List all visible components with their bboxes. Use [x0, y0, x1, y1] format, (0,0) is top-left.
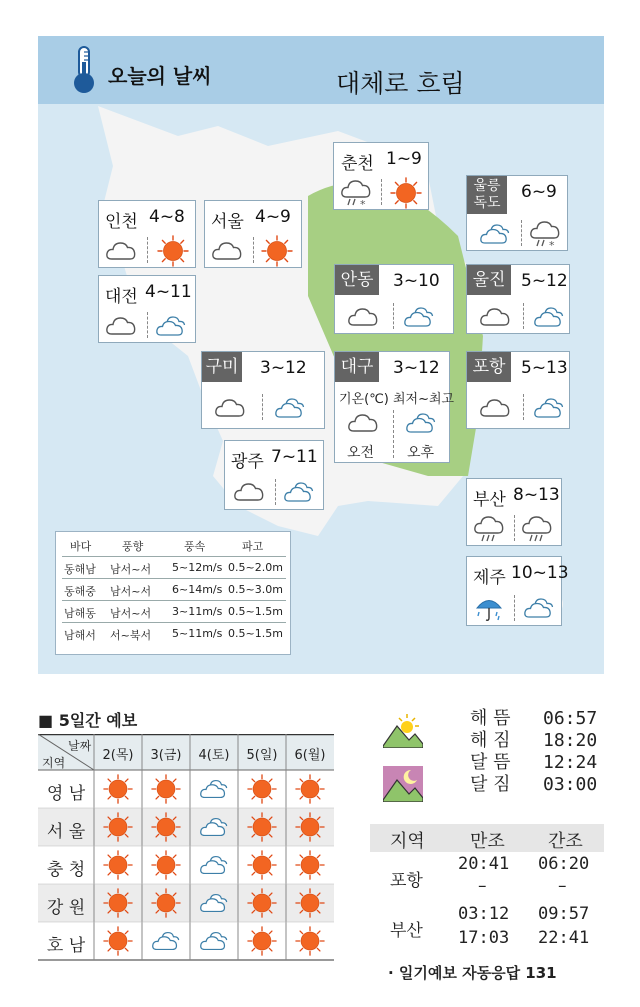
tide-header-row	[370, 824, 604, 852]
partly-cloudy-icon	[199, 926, 229, 956]
partly-cloudy-icon	[523, 592, 555, 624]
forecast-day: 6(월)	[294, 748, 326, 763]
sun-icon	[151, 774, 181, 804]
partly-cloudy-icon	[283, 476, 315, 508]
moonset-time: 03:00	[543, 774, 598, 795]
city-name: 인천	[105, 212, 138, 232]
sea-cell: 동해남	[64, 563, 96, 576]
sea-cell: 남해서	[64, 629, 96, 642]
cloud-icon	[105, 235, 137, 267]
cloud-icon	[347, 301, 379, 333]
partly-cloudy-icon	[199, 888, 229, 918]
forecast-region: 충 청	[46, 860, 86, 880]
forecast-day: 4(토)	[198, 748, 230, 763]
city-tag: 대구	[335, 352, 379, 382]
sea-header: 풍속	[184, 540, 206, 553]
rain-snow-icon	[529, 218, 561, 250]
city-card-seoul	[204, 200, 302, 268]
forecast-region: 강 원	[46, 898, 86, 918]
sea-cell: 남서~서	[110, 563, 152, 576]
page-title: 대체로 흐림	[336, 69, 465, 98]
sea-cell: 남서~서	[110, 585, 152, 598]
sea-cell: 남해동	[64, 607, 96, 620]
cloud-icon	[105, 310, 137, 342]
city-temp: 4~8	[149, 207, 185, 227]
cloud-icon	[233, 476, 265, 508]
rain-cloud-icon	[521, 513, 553, 545]
partly-cloudy-icon	[199, 774, 229, 804]
city-card-pohang	[466, 351, 570, 429]
city-temp: 1~9	[386, 149, 422, 169]
sun-icon	[295, 812, 325, 842]
city-name: 대전	[105, 287, 138, 307]
city-tag: 안동	[335, 265, 379, 295]
sun-moon-times	[543, 708, 597, 796]
city-card-gumi	[201, 351, 325, 429]
forecast-region: 호 남	[46, 936, 86, 956]
cloud-icon	[479, 301, 511, 333]
weather-map-panel	[38, 36, 604, 674]
sea-header: 바다	[70, 540, 92, 553]
city-temp: 7~11	[271, 447, 318, 467]
tide-high-2: 17:03	[458, 928, 510, 948]
city-temp: 4~11	[145, 282, 192, 302]
rain-snow-icon	[340, 177, 372, 209]
sea-row	[62, 556, 286, 577]
city-tag: 울진	[467, 265, 511, 295]
sea-cell: 0.5~2.0m	[228, 561, 283, 574]
sea-cell: 5~11m/s	[172, 627, 223, 640]
forecast-region: 영 남	[46, 784, 86, 804]
sun-icon	[247, 774, 277, 804]
forecast-table	[38, 734, 334, 962]
sunset-label: 해 짐	[470, 730, 511, 751]
sun-icon	[103, 926, 133, 956]
sea-header: 풍향	[122, 540, 144, 553]
sun-icon	[103, 812, 133, 842]
partly-cloudy-icon	[151, 926, 181, 956]
thermometer-icon	[70, 44, 98, 96]
tide-low-1: 09:57	[538, 904, 590, 924]
cloud-icon	[211, 235, 243, 267]
legend-pm: 오후	[407, 445, 435, 461]
city-card-daegu	[334, 351, 455, 463]
legend-label: 기온(℃) 최저~최고	[339, 392, 455, 407]
sun-icon	[103, 774, 133, 804]
forecast-grid	[38, 734, 334, 962]
city-card-chuncheon	[333, 142, 429, 210]
sea-cell: 남서~서	[110, 607, 152, 620]
sun-icon	[157, 235, 189, 267]
city-name: 부산	[473, 490, 506, 510]
moonrise-time: 12:24	[543, 752, 598, 773]
sea-row	[62, 600, 286, 621]
sunrise-mountain-icon	[383, 712, 423, 748]
forecast-day: 5(일)	[246, 748, 278, 763]
city-card-andong	[334, 264, 454, 334]
city-tag: 포항	[467, 352, 511, 382]
tide-high-1: 03:12	[458, 904, 510, 924]
partly-cloudy-icon	[405, 407, 437, 439]
city-temp: 3~12	[393, 358, 440, 378]
tide-high-1: 20:41	[458, 854, 510, 874]
sea-cell: 6~14m/s	[172, 583, 223, 596]
city-name: 서울	[211, 212, 244, 232]
rain-cloud-icon	[473, 513, 505, 545]
cloud-icon	[479, 392, 511, 424]
sunset-time: 18:20	[543, 730, 598, 751]
sun-icon	[295, 888, 325, 918]
partly-cloudy-icon	[533, 301, 565, 333]
sea-table	[55, 531, 291, 655]
cloud-icon	[214, 392, 246, 424]
city-card-incheon	[98, 200, 196, 268]
sea-cell: 서~북서	[110, 629, 152, 642]
sea-cell: 0.5~1.5m	[228, 627, 283, 640]
sunrise-time: 06:57	[543, 708, 598, 729]
page-subtitle: 오늘의 날씨	[108, 64, 212, 88]
sea-cell: 0.5~3.0m	[228, 583, 283, 596]
forecast-day: 3(금)	[150, 748, 182, 763]
sunrise-label: 해 뜸	[470, 708, 511, 729]
sea-row	[62, 622, 286, 643]
city-name: 광주	[231, 452, 264, 472]
city-tag: 울릉 독도	[467, 176, 507, 214]
tide-header: 간조	[548, 831, 583, 852]
city-card-gwangju	[224, 440, 324, 510]
legend-am: 오전	[347, 445, 375, 461]
sun-icon	[151, 850, 181, 880]
forecast-title: ■ 5일간 예보	[38, 711, 138, 730]
partly-cloudy-icon	[479, 218, 511, 250]
tide-row-busan	[370, 904, 604, 954]
partly-cloudy-icon	[403, 301, 435, 333]
tide-header: 지역	[390, 831, 425, 852]
city-name: 제주	[473, 568, 506, 588]
city-temp: 8~13	[513, 485, 560, 505]
tide-high-2: –	[478, 876, 487, 896]
sea-header: 파고	[242, 540, 264, 553]
sea-cell: 3~11m/s	[172, 605, 223, 618]
partly-cloudy-icon	[533, 392, 565, 424]
partly-cloudy-icon	[155, 310, 187, 342]
sun-icon	[390, 177, 422, 209]
forecast-day: 2(목)	[102, 748, 134, 763]
sea-row	[62, 578, 286, 599]
city-card-uljin	[466, 264, 570, 334]
sun-icon	[295, 926, 325, 956]
tide-place: 부산	[390, 921, 423, 941]
sun-moon-labels	[470, 708, 511, 796]
sea-cell: 동해중	[64, 585, 96, 598]
sun-icon	[151, 888, 181, 918]
sun-icon	[247, 812, 277, 842]
city-name: 춘천	[341, 154, 374, 174]
corner-region-label: 지역	[42, 756, 66, 770]
city-card-daejeon	[98, 275, 196, 343]
rain-umbrella-icon	[473, 592, 505, 624]
tide-header: 만조	[470, 831, 505, 852]
city-card-busan	[466, 478, 562, 546]
partly-cloudy-icon	[274, 392, 306, 424]
city-temp: 6~9	[521, 182, 557, 202]
city-card-ulleung	[466, 175, 568, 251]
partly-cloudy-icon	[199, 850, 229, 880]
sea-cell: 5~12m/s	[172, 561, 223, 574]
sun-icon	[295, 774, 325, 804]
city-temp: 5~13	[521, 358, 568, 378]
sun-icon	[103, 888, 133, 918]
city-temp: 5~12	[521, 271, 568, 291]
sun-icon	[295, 850, 325, 880]
city-temp: 10~13	[511, 563, 569, 583]
moonset-label: 달 짐	[470, 774, 511, 795]
tide-low-2: 22:41	[538, 928, 590, 948]
sun-icon	[103, 850, 133, 880]
moonrise-mountain-icon	[383, 766, 423, 802]
sun-icon	[247, 926, 277, 956]
footer-hotline: · 일기예보 자동응답 131	[388, 964, 557, 982]
tide-row-pohang	[370, 852, 604, 904]
cloud-icon	[347, 407, 379, 439]
moonrise-label: 달 뜸	[470, 752, 511, 773]
sun-icon	[151, 812, 181, 842]
partly-cloudy-icon	[199, 812, 229, 842]
sun-icon	[261, 235, 293, 267]
city-temp: 3~12	[260, 358, 307, 378]
tide-low-1: 06:20	[538, 854, 590, 874]
sun-icon	[247, 850, 277, 880]
forecast-region: 서 울	[46, 822, 86, 842]
sun-icon	[247, 888, 277, 918]
city-temp: 4~9	[255, 207, 291, 227]
sea-cell: 0.5~1.5m	[228, 605, 283, 618]
tide-low-2: –	[558, 876, 567, 896]
city-card-jeju	[466, 556, 569, 626]
corner-date-label: 날짜	[68, 739, 92, 753]
city-temp: 3~10	[393, 271, 440, 291]
city-tag: 구미	[202, 352, 242, 382]
tide-place: 포항	[390, 871, 423, 891]
